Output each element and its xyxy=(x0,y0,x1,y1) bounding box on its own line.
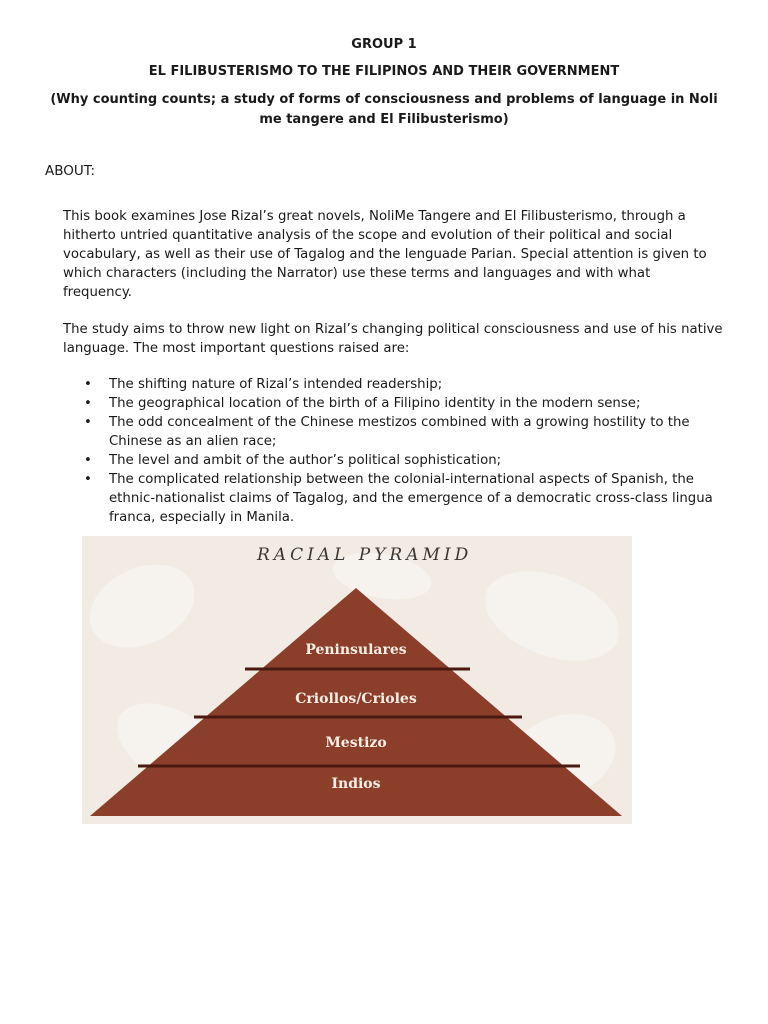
pyramid-diagram xyxy=(82,536,632,824)
bullet-icon: • xyxy=(84,396,92,411)
racial-pyramid-figure xyxy=(82,536,632,824)
pyramid-level-indios: Indios xyxy=(331,776,381,792)
list-item xyxy=(63,375,723,394)
list-item-text: The geographical location of the birth of a Filipino identity in the modern sense; xyxy=(109,396,641,411)
about-paragraph-1: This book examines Jose Rizal’s great novels, NoliMe Tangere and El Filibusterismo, through a hitherto untried quantitative analysis of the scope and evolution of their political and social vocabulary, as well as their use of Tagalog and the lenguade Parian. Special attention is given to which characters (including the Narrator) use these terms and languages and with what frequency. xyxy=(63,209,707,300)
document-subtitle: (Why counting counts; a study of forms of consciousness and problems of language in Noli me tangere and El Filibusterismo) xyxy=(50,92,718,127)
about-paragraph-2: The study aims to throw new light on Rizal’s changing political consciousness and use of his native language. The most important questions raised are: xyxy=(63,322,723,356)
bullet-icon: • xyxy=(84,377,92,392)
pyramid-level-criollos: Criollos/Crioles xyxy=(295,691,417,707)
list-item xyxy=(63,394,723,413)
bullet-icon: • xyxy=(84,415,92,430)
about-heading: ABOUT: xyxy=(45,163,96,179)
group-label: GROUP 1 xyxy=(351,37,417,52)
questions-list xyxy=(63,375,723,527)
figure-title: RACIAL PYRAMID xyxy=(257,545,473,565)
list-item-text: The level and ambit of the author’s political sophistication; xyxy=(109,453,502,468)
pyramid-level-peninsulares: Peninsulares xyxy=(305,642,407,658)
list-item xyxy=(63,470,723,527)
list-item-text: The odd concealment of the Chinese mestizos combined with a growing hostility to the Chinese as an alien race; xyxy=(109,415,690,449)
pyramid-level-mestizo: Mestizo xyxy=(325,735,387,751)
list-item xyxy=(63,413,723,451)
list-item-text: The complicated relationship between the colonial-international aspects of Spanish, the ethnic-nationalist claims of Tagalog, and the emergence of a democratic cross-class lingua franca, especially in Manila. xyxy=(109,472,713,525)
bullet-icon: • xyxy=(84,472,92,487)
list-item-text: The shifting nature of Rizal’s intended readership; xyxy=(109,377,443,392)
list-item xyxy=(63,451,723,470)
document-title: EL FILIBUSTERISMO TO THE FILIPINOS AND THEIR GOVERNMENT xyxy=(148,64,620,79)
bullet-icon: • xyxy=(84,453,92,468)
